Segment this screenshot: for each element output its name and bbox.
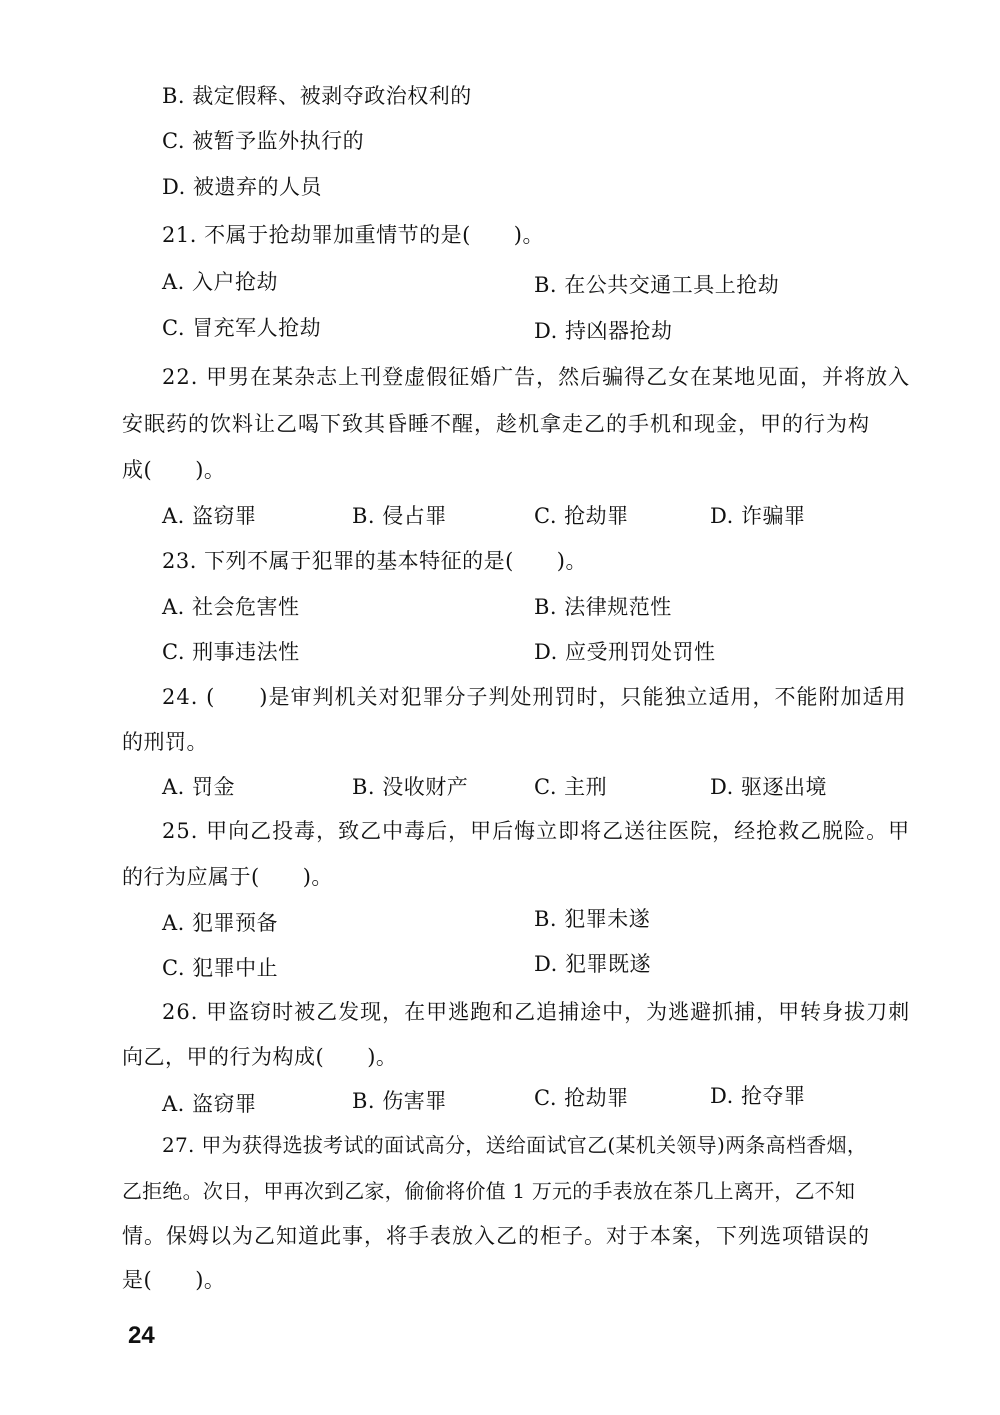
q24-option-d: D. 驱逐出境	[710, 775, 827, 799]
q27-stem-line-2: 乙拒绝。次日，甲再次到乙家，偷偷将价值 1 万元的手表放在茶几上离开，乙不知	[122, 1179, 856, 1203]
q23-stem: 23. 下列不属于犯罪的基本特征的是( )。	[162, 549, 587, 573]
q24-option-b: B. 没收财产	[352, 775, 469, 799]
q26-option-c: C. 抢劫罪	[534, 1086, 629, 1110]
q25-option-a: A. 犯罪预备	[162, 911, 279, 935]
q22-stem-line-3: 成( )。	[122, 458, 226, 482]
q25-option-c: C. 犯罪中止	[162, 956, 279, 980]
q21-option-a: A. 入户抢劫	[162, 270, 279, 294]
q26-stem-line-1: 26. 甲盗窃时被乙发现，在甲逃跑和乙追捕途中，为逃避抓捕，甲转身拔刀刺	[162, 1000, 911, 1024]
q21-stem: 21. 不属于抢劫罪加重情节的是( )。	[162, 223, 544, 247]
q23-option-a: A. 社会危害性	[162, 595, 300, 619]
q26-option-b: B. 伤害罪	[352, 1089, 447, 1113]
q21-option-d: D. 持凶器抢劫	[534, 319, 673, 343]
q27-stem-line-1: 27. 甲为获得选拔考试的面试高分，送给面试官乙(某机关领导)两条高档香烟，	[162, 1133, 868, 1157]
page-number: 24	[128, 1322, 155, 1349]
q22-option-c: C. 抢劫罪	[534, 504, 629, 528]
q25-option-d: D. 犯罪既遂	[534, 952, 651, 976]
q21-option-b: B. 在公共交通工具上抢劫	[534, 273, 780, 297]
q22-option-b: B. 侵占罪	[352, 504, 447, 528]
q20-option-b: B. 裁定假释、被剥夺政治权利的	[162, 84, 472, 108]
q26-option-d: D. 抢夺罪	[710, 1084, 806, 1108]
q25-option-b: B. 犯罪未遂	[534, 907, 651, 931]
q25-stem-line-2: 的行为应属于( )。	[122, 865, 333, 889]
q20-option-c: C. 被暂予监外执行的	[162, 129, 365, 153]
q24-option-c: C. 主刑	[534, 775, 608, 799]
q21-option-c: C. 冒充军人抢劫	[162, 316, 322, 340]
q22-option-d: D. 诈骗罪	[710, 504, 806, 528]
q24-stem-line-1: 24. ( )是审判机关对犯罪分子判处刑罚时，只能独立适用，不能附加适用	[162, 685, 907, 709]
q27-stem-line-3: 情。保姆以为乙知道此事，将手表放入乙的柜子。对于本案，下列选项错误的	[122, 1224, 870, 1248]
q22-option-a: A. 盗窃罪	[162, 504, 257, 528]
q22-stem-line-1: 22. 甲男在某杂志上刊登虚假征婚广告，然后骗得乙女在某地见面，并将放入	[162, 365, 911, 389]
q26-stem-line-2: 向乙，甲的行为构成( )。	[122, 1045, 398, 1069]
q24-option-a: A. 罚金	[162, 775, 236, 799]
q24-stem-line-2: 的刑罚。	[122, 730, 208, 754]
q23-option-d: D. 应受刑罚处罚性	[534, 640, 716, 664]
q22-stem-line-2: 安眠药的饮料让乙喝下致其昏睡不醒，趁机拿走乙的手机和现金，甲的行为构	[122, 412, 870, 436]
q26-option-a: A. 盗窃罪	[162, 1092, 257, 1116]
q20-option-d: D. 被遗弃的人员	[162, 175, 322, 199]
q25-stem-line-1: 25. 甲向乙投毒，致乙中毒后，甲后悔立即将乙送往医院，经抢救乙脱险。甲	[162, 819, 911, 843]
q23-option-c: C. 刑事违法性	[162, 640, 300, 664]
q27-stem-line-4: 是( )。	[122, 1268, 226, 1292]
q23-option-b: B. 法律规范性	[534, 595, 672, 619]
